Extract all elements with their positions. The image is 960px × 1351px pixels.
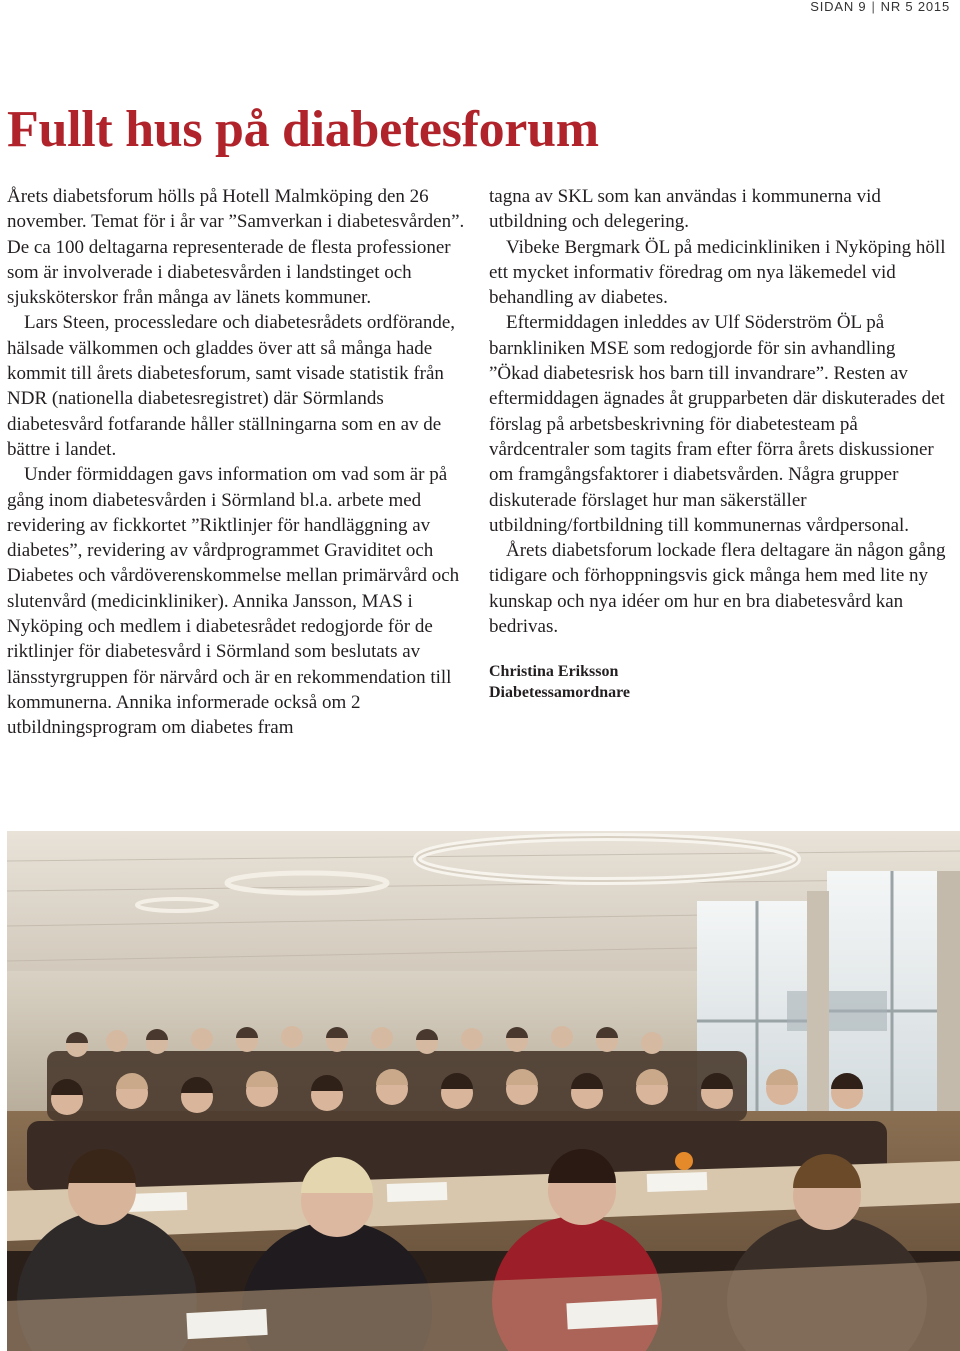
paragraph-lecture: Vibeke Bergmark ÖL på medicinkliniken i Nyköping höll ett mycket informativ föredrag om nya läkemedel vid behandling av diabetes.: [489, 236, 946, 309]
author-name: Christina Eriksson: [489, 663, 619, 681]
paragraph-closing: Årets diabetsforum lockade flera deltagare än någon gång tidigare och förhoppningsvis gick många hem med lite ny kunskap och nya idéer om hur en bra diabetesvård kan bedrivas.: [489, 540, 946, 638]
page-number: SIDAN 9: [810, 0, 867, 14]
page-header: [810, 0, 950, 14]
article-left-column: [7, 184, 467, 741]
issue-number: NR 5 2015: [880, 0, 950, 14]
paragraph-welcome: Lars Steen, processledare och diabetesrådets ordförande, hälsade välkommen och gladdes över att så många hade kommit till årets diabetesforum, samt visade statistik från NDR (nationella diabetesregistret) där Sörmlands diabetesvård fotfarande håller ställningarna som en av de bättre i landet.: [7, 312, 456, 460]
paragraph-intro: Årets diabetsforum hölls på Hotell Malmköping den 26 november. Temat för i år var ”Samverkan i diabetesvården”. De ca 100 deltagarna representerade de flesta professioner som är involverade i diabetesvården i landstinget och sjuksköterskor från många av länets kommuner.: [7, 186, 465, 309]
article-signature: [489, 661, 949, 703]
conference-audience-illustration: [7, 831, 960, 1351]
article-right-column: [489, 184, 949, 703]
header-separator: |: [871, 0, 876, 14]
conference-photo: [7, 831, 960, 1351]
article-title: Fullt hus på diabetesforum: [7, 101, 599, 158]
paragraph-afternoon: Eftermiddagen inleddes av Ulf Söderström ÖL på barnkliniken MSE som redogjorde för sin avhandling ”Ökad diabetesrisk hos barn till invandrare”. Resten av eftermiddagen ägnades åt grupparbeten där diskuterades det förslag på arbetsbeskrivning för diabetesteam på vårdcentraler som tagits fram efter förra årets diskussioner om framgångsfaktorer i diabetsvården. Några grupper diskuterade förslaget hur man säkerställer utbildning/fortbildning till kommunernas vårdpersonal.: [489, 312, 945, 536]
author-role: Diabetessamordnare: [489, 684, 631, 702]
paragraph-continued: tagna av SKL som kan användas i kommunerna vid utbildning och delegering.: [489, 186, 881, 233]
paragraph-morning: Under förmiddagen gavs information om vad som är på gång inom diabetesvården i Sörmland bl.a. arbete med revidering av fickkortet ”Riktlinjer för handläggning av diabetes”, revidering av vårdprogrammet Graviditet och Diabetes och vårdöverenskommelse mellan primärvård och slutenvård (medicinkliniker). Annika Jansson, MAS i Nyköping och medlem i diabetesrådet redogjorde för de riktlinjer för diabetesvård i Sörmland som beslutats av länsstyrgruppen för närvård och är en rekommendation till kommunerna. Annika informerade också om 2 utbildningsprogram om diabetes fram: [7, 464, 460, 739]
